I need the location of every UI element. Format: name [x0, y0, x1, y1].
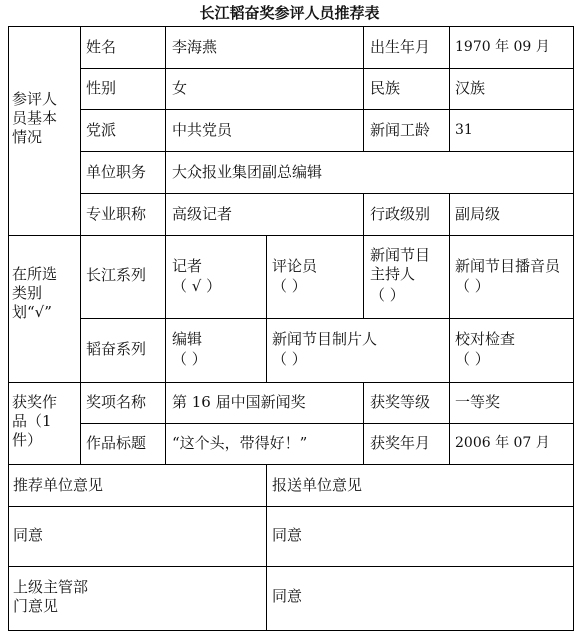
rule: [449, 382, 450, 464]
option-host: 新闻节目主持人: [370, 246, 431, 283]
rule: [80, 318, 574, 319]
rule: [449, 235, 450, 382]
rule: [266, 464, 267, 630]
option-editor-mark[interactable]: （ ）: [172, 350, 207, 368]
rule: [363, 382, 364, 464]
option-host-mark[interactable]: （ ）: [370, 286, 405, 304]
rule: [363, 193, 364, 235]
section-award-label: 获奖作品（1 件）: [12, 393, 58, 449]
award-item-value: 第 16 届中国新闻奖: [172, 393, 306, 411]
rule: [8, 382, 574, 383]
option-producer: 新闻节目制片人: [272, 330, 378, 348]
report-label: 报送单位意见: [272, 476, 363, 494]
rule: [80, 68, 574, 69]
report-value: 同意: [272, 526, 303, 544]
option-announcer-mark[interactable]: （ ）: [455, 277, 490, 295]
option-editor: 编辑: [172, 330, 203, 348]
birth-label: 出生年月: [370, 38, 431, 56]
ethnic-label: 民族: [370, 79, 401, 97]
rule: [80, 151, 574, 152]
award-date-value: 2006 年 07 月: [455, 435, 550, 451]
rule: [8, 464, 574, 465]
rule: [80, 193, 574, 194]
rule: [80, 26, 81, 464]
award-grade-value: 一等奖: [455, 393, 501, 411]
rule: [266, 235, 267, 382]
option-commentator-mark[interactable]: （ ）: [272, 277, 307, 295]
award-grade-label: 获奖等级: [370, 393, 431, 411]
rule: [363, 235, 364, 318]
gender-label: 性别: [86, 79, 117, 97]
superior-label: 上级主管部门意见: [13, 578, 89, 615]
option-proofreader: 校对检查: [455, 330, 516, 348]
superior-value: 同意: [272, 587, 303, 605]
rule: [8, 566, 574, 567]
title-value: 高级记者: [172, 205, 233, 223]
rule: [80, 423, 574, 424]
work-title-label: 作品标题: [86, 434, 147, 452]
years-label: 新闻工龄: [370, 121, 431, 139]
option-reporter: 记者: [172, 257, 203, 275]
work-title-value: “这个头，带得好！”: [172, 434, 308, 452]
section-category-label: 在所选类别划“√”: [12, 265, 58, 321]
party-value: 中共党员: [172, 121, 233, 139]
rule: [165, 26, 166, 464]
years-value: 31: [455, 122, 473, 138]
rule: [8, 26, 574, 27]
title-label: 专业职称: [86, 205, 147, 223]
option-proofreader-mark[interactable]: （ ）: [455, 350, 490, 368]
recommend-label: 推荐单位意见: [13, 476, 104, 494]
gender-value: 女: [172, 79, 188, 97]
recommend-value: 同意: [13, 526, 44, 544]
option-reporter-mark[interactable]: （ √ ）: [172, 277, 222, 295]
unit-label: 单位职务: [86, 163, 147, 181]
rule: [573, 26, 574, 630]
award-item-label: 奖项名称: [86, 393, 147, 411]
section-basic-label: 参评人员基本情况: [12, 90, 58, 146]
rule: [8, 235, 574, 236]
rank-label: 行政级别: [370, 205, 431, 223]
rule: [80, 109, 574, 110]
rule: [363, 26, 364, 151]
option-announcer: 新闻节目播音员: [455, 257, 561, 275]
rule: [8, 26, 9, 630]
rule: [8, 506, 574, 507]
rule: [449, 193, 450, 235]
name-label: 姓名: [86, 38, 117, 56]
changjiang-label: 长江系列: [86, 266, 147, 284]
award-date-label: 获奖年月: [370, 434, 431, 452]
option-producer-mark[interactable]: （ ）: [272, 350, 307, 368]
taofen-label: 韬奋系列: [86, 340, 147, 358]
party-label: 党派: [86, 121, 117, 139]
birth-value: 1970 年 09 月: [455, 39, 550, 55]
unit-value: 大众报业集团副总编辑: [172, 163, 323, 181]
ethnic-value: 汉族: [455, 79, 486, 97]
rank-value: 副局级: [455, 205, 501, 223]
rule: [449, 26, 450, 151]
rule: [8, 630, 574, 631]
name-value: 李海燕: [172, 38, 218, 56]
form-title: 长江韬奋奖参评人员推荐表: [199, 4, 380, 22]
option-commentator: 评论员: [272, 257, 318, 275]
